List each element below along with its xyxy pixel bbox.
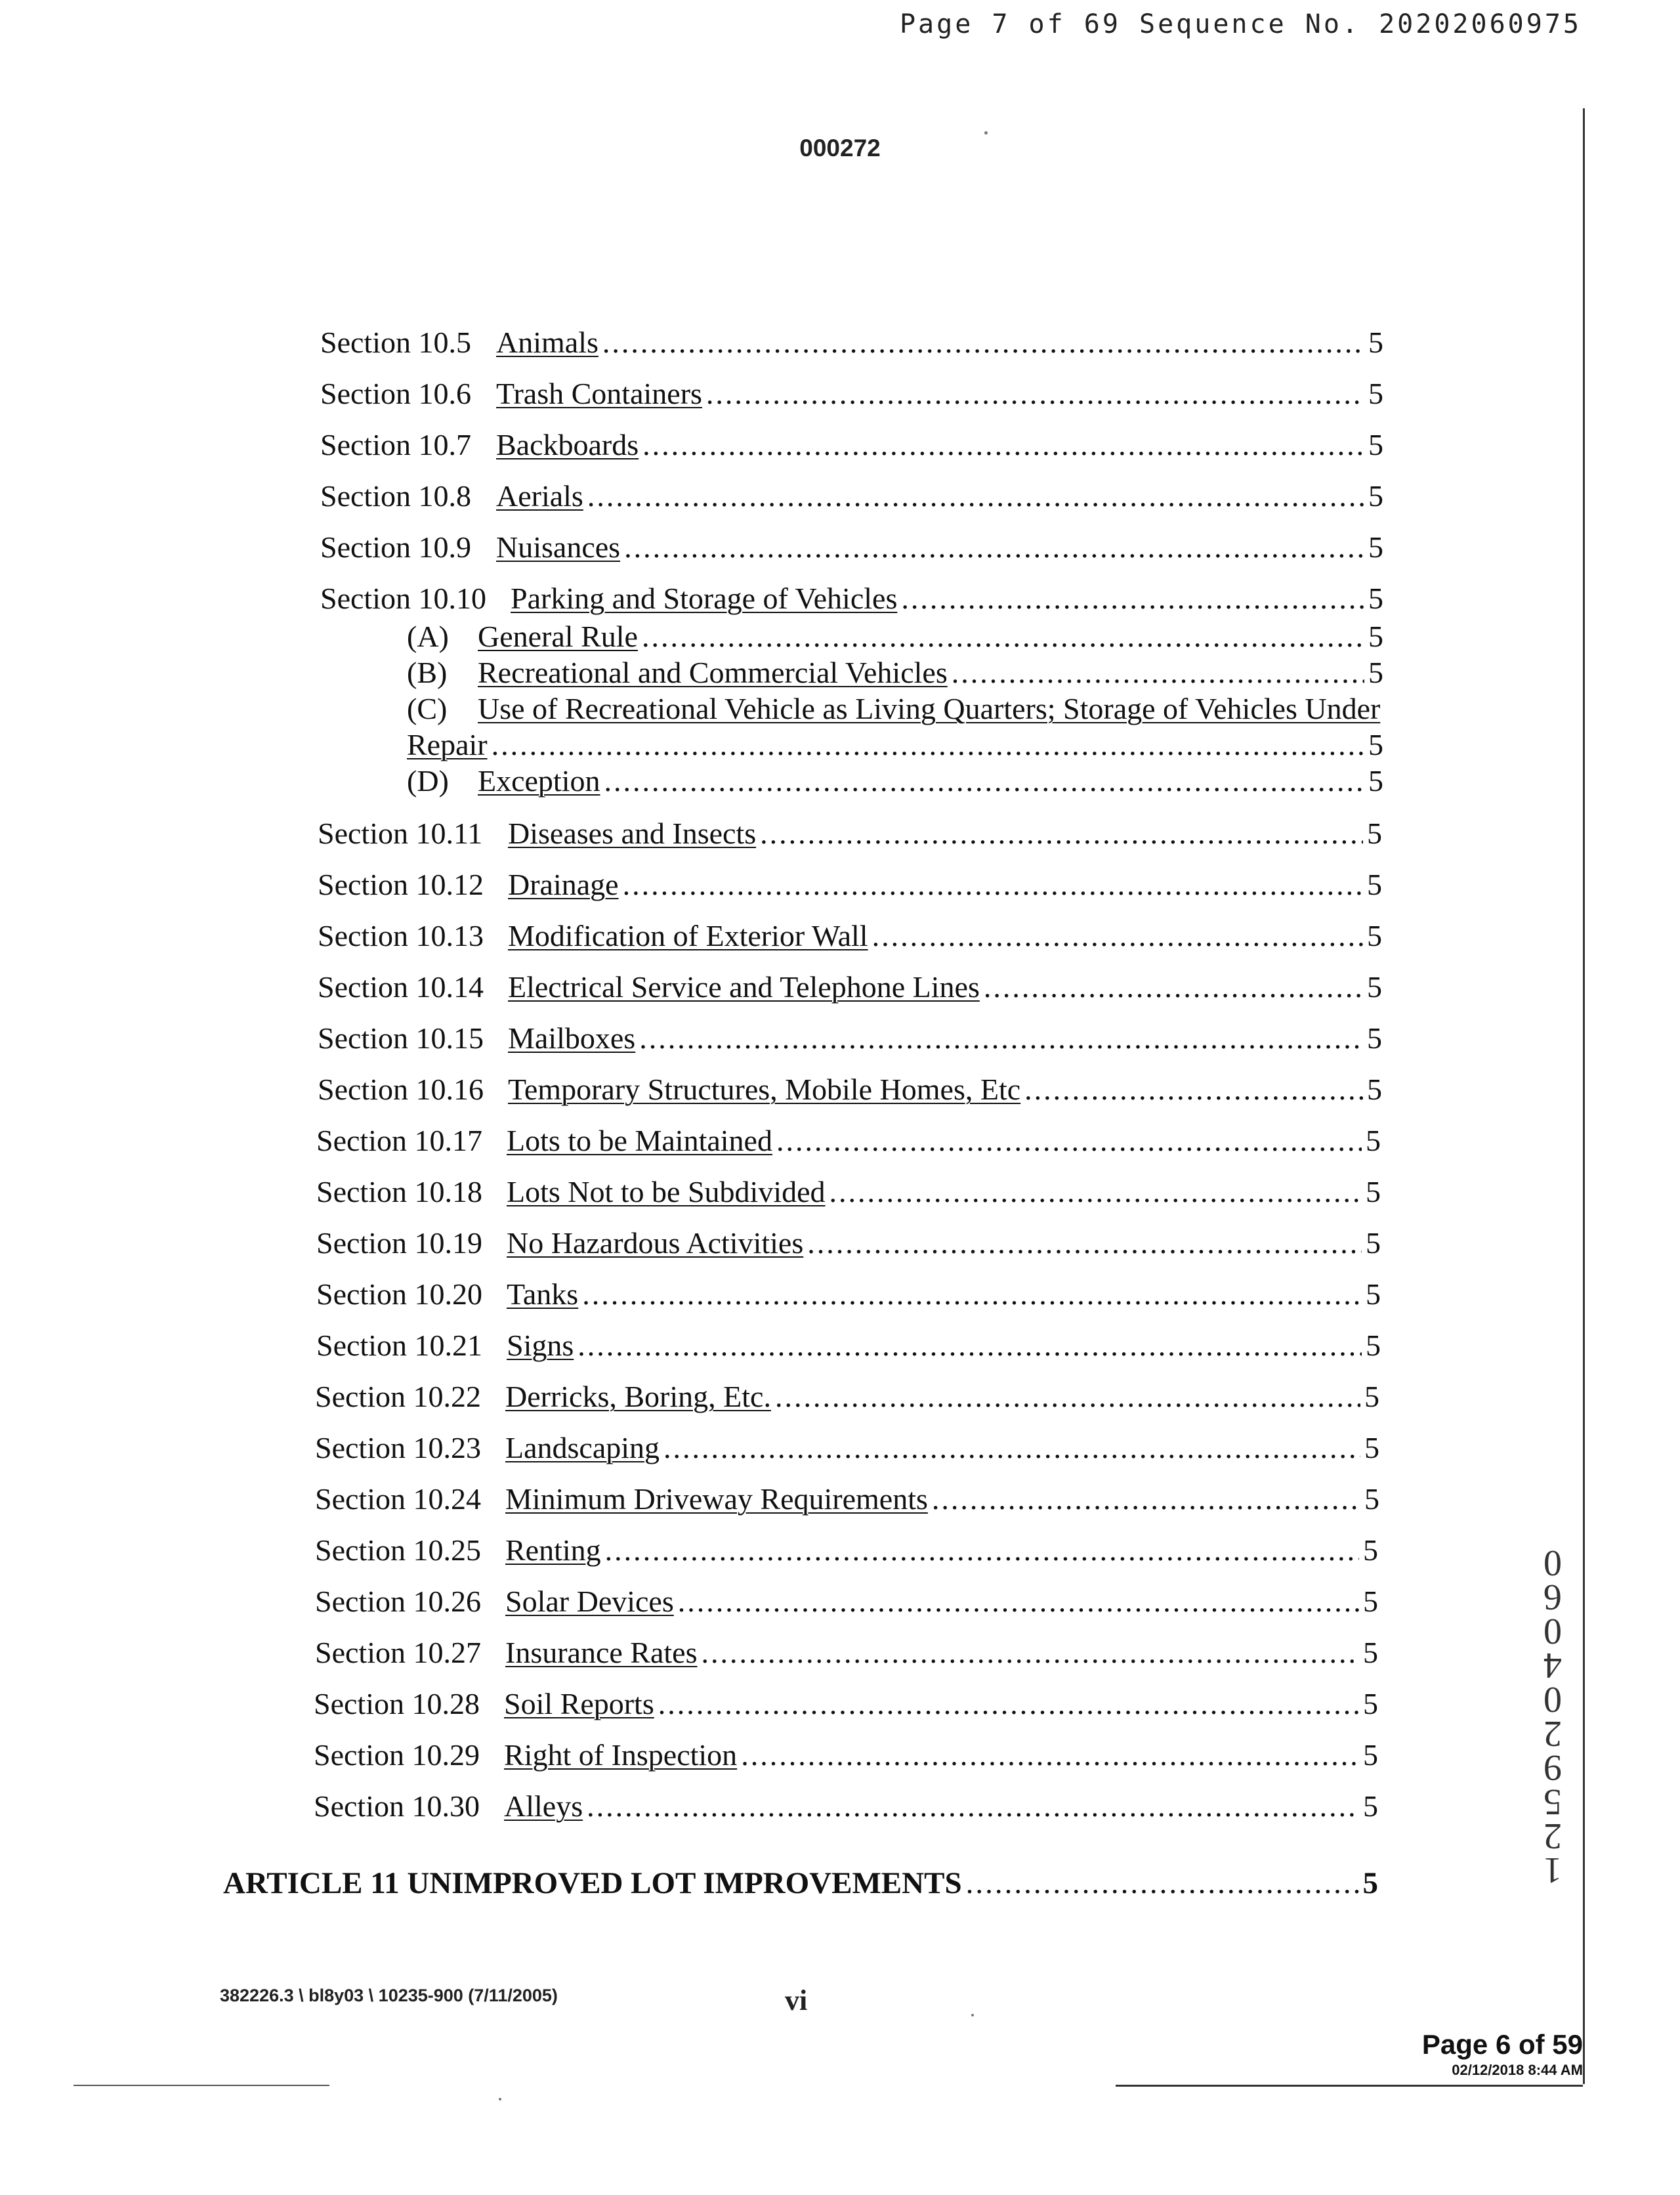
leader-dots: [587, 1789, 1359, 1823]
toc-entry-title: Temporary Structures, Mobile Homes, Etc: [508, 1073, 1021, 1106]
toc-entry-page: 5: [1366, 1329, 1381, 1362]
toc-entry-title: General Rule: [478, 620, 638, 653]
toc-entry-number: Section 10.29: [314, 1738, 480, 1772]
leader-dots: [602, 325, 1364, 360]
toc-entry[interactable]: [318, 1072, 1382, 1107]
leader-dots: [966, 1865, 1359, 1901]
toc-entry[interactable]: [316, 1174, 1381, 1209]
toc-entry-page: 5: [1363, 1533, 1378, 1567]
toc-entry-title: Lots to be Maintained: [507, 1124, 772, 1157]
article-page: 5: [1362, 1866, 1378, 1900]
toc-entry-number: (B): [407, 656, 448, 689]
toc-entry-number: Section 10.15: [318, 1021, 484, 1055]
toc-entry-number: Section 10.22: [315, 1380, 481, 1413]
toc-entry[interactable]: [315, 1584, 1378, 1619]
toc-entry-page: 5: [1363, 1585, 1378, 1618]
toc-entry-page: 5: [1368, 656, 1383, 689]
bates-number: 000272: [799, 135, 881, 161]
footer-rule-left: [74, 2085, 329, 2086]
toc-entry-page: 5: [1367, 1073, 1382, 1106]
leader-dots: [706, 376, 1364, 411]
toc-entry-title: Renting: [505, 1533, 601, 1567]
leader-dots: [872, 918, 1363, 953]
toc-subentry-continuation[interactable]: [407, 727, 1383, 762]
toc-entry-title: Nuisances: [496, 530, 621, 564]
toc-entry-page: 5: [1367, 970, 1382, 1004]
leader-dots: [702, 1635, 1360, 1670]
toc-entry-number: Section 10.21: [316, 1329, 482, 1362]
toc-entry-number: Section 10.28: [314, 1687, 480, 1720]
leader-dots: [639, 1021, 1363, 1055]
leader-dots: [807, 1225, 1362, 1260]
toc-entry[interactable]: [316, 1277, 1381, 1311]
toc-entry-title: Backboards: [496, 428, 639, 461]
leader-dots: [663, 1430, 1360, 1465]
toc-entry[interactable]: [318, 867, 1382, 902]
toc-entry-page: 5: [1368, 428, 1383, 461]
document-id: 382226.3 \ bl8y03 \ 10235-900 (7/11/2005): [220, 1986, 558, 2005]
toc-entry[interactable]: [316, 1123, 1381, 1158]
toc-entry-number: Section 10.20: [316, 1277, 482, 1311]
toc-entry-title: Tanks: [507, 1277, 579, 1311]
toc-entry-page: 5: [1363, 1789, 1378, 1823]
toc-entry[interactable]: [316, 1328, 1381, 1363]
toc-entry[interactable]: [318, 816, 1382, 851]
toc-entry-page: 5: [1367, 919, 1382, 952]
date-stamp: 02/12/2018 8:44 AM: [1452, 2062, 1583, 2078]
leader-dots: [623, 867, 1363, 902]
toc-entry-number: Section 10.23: [315, 1431, 481, 1464]
toc-entry-number: Section 10.17: [316, 1124, 482, 1157]
leader-dots: [587, 479, 1364, 513]
toc-entry-title: Derricks, Boring, Etc.: [505, 1380, 771, 1413]
sequence-stamp: Page 7 of 69 Sequence No. 20202060975: [899, 9, 1582, 39]
toc-entry-title: Landscaping: [505, 1431, 660, 1464]
toc-entry[interactable]: [318, 1021, 1382, 1055]
leader-dots: [741, 1737, 1359, 1772]
toc-entry[interactable]: [315, 1379, 1379, 1414]
toc-entry-title: Alleys: [504, 1789, 583, 1823]
toc-entry-page: 5: [1363, 1738, 1378, 1772]
leader-dots: [582, 1277, 1362, 1311]
toc-entry[interactable]: [318, 970, 1382, 1004]
toc-entry-page: 5: [1368, 326, 1383, 359]
toc-entry-page: 5: [1368, 764, 1383, 798]
leader-dots: [642, 619, 1364, 654]
toc-entry-title: Exception: [478, 764, 600, 798]
toc-entry-page: 5: [1366, 1175, 1381, 1208]
toc-entry-number: Section 10.24: [315, 1482, 481, 1516]
toc-entry[interactable]: [315, 1481, 1379, 1516]
toc-entry-title: Soil Reports: [504, 1687, 654, 1720]
leader-dots: [830, 1174, 1362, 1209]
toc-entry-page: 5: [1367, 1021, 1382, 1055]
leader-dots: [604, 763, 1365, 798]
leader-dots: [776, 1123, 1362, 1158]
scan-speck: [499, 2098, 501, 2100]
toc-entry-number: Section 10.8: [320, 479, 471, 513]
toc-entry[interactable]: [314, 1789, 1378, 1823]
toc-entry-number: Section 10.5: [320, 326, 471, 359]
toc-entry[interactable]: [315, 1430, 1379, 1465]
toc-entry-number: Section 10.9: [320, 530, 471, 564]
toc-entry-title: Drainage: [508, 868, 619, 901]
toc-entry-title: Parking and Storage of Vehicles: [511, 582, 898, 615]
leader-dots: [1024, 1072, 1363, 1107]
toc-entry-number: Section 10.10: [320, 582, 486, 615]
toc-entry-page: 5: [1366, 1277, 1381, 1311]
toc-entry-page: 5: [1367, 817, 1382, 850]
toc-entry-title: Electrical Service and Telephone Lines: [508, 970, 980, 1004]
toc-subentry[interactable]: [407, 655, 1383, 690]
toc-entry-title: Diseases and Insects: [508, 817, 757, 850]
toc-entry-page: 5: [1368, 620, 1383, 653]
toc-entry-title: No Hazardous Activities: [507, 1226, 804, 1260]
scan-speck: [971, 2014, 974, 2016]
leader-dots: [984, 970, 1363, 1004]
toc-entry[interactable]: [314, 1686, 1378, 1721]
leader-dots: [642, 427, 1364, 462]
toc-entry[interactable]: [320, 581, 1383, 616]
toc-entry-number: Section 10.13: [318, 919, 484, 952]
article-title: ARTICLE 11 UNIMPROVED LOT IMPROVEMENTS: [223, 1866, 962, 1900]
toc-subentry[interactable]: [407, 619, 1383, 654]
toc-entry-title: Solar Devices: [505, 1585, 674, 1618]
toc-entry-number: Section 10.19: [316, 1226, 482, 1260]
toc-entry[interactable]: [320, 479, 1383, 513]
toc-entry-number: (C): [407, 692, 448, 725]
page-count-stamp: Page 6 of 59: [1421, 2029, 1583, 2060]
toc-entry-title: Recreational and Commercial Vehicles: [478, 656, 948, 689]
toc-entry[interactable]: [320, 325, 1383, 360]
leader-dots: [932, 1481, 1360, 1516]
toc-entry-page: 5: [1364, 1482, 1379, 1516]
toc-subentry[interactable]: [407, 691, 1383, 726]
toc-entry-page: 5: [1363, 1687, 1378, 1720]
leader-dots: [678, 1584, 1359, 1619]
toc-entry-title: Aerials: [496, 479, 583, 513]
toc-entry-number: Section 10.18: [316, 1175, 482, 1208]
toc-entry-number: Section 10.6: [320, 377, 471, 410]
toc-entry-page: 5: [1366, 1226, 1381, 1260]
toc-entry[interactable]: [314, 1737, 1378, 1772]
toc-entry-page: 5: [1368, 377, 1383, 410]
leader-dots: [760, 816, 1363, 851]
leader-dots: [775, 1379, 1360, 1414]
side-recording-number: 12592 04060: [1544, 1543, 1562, 1890]
toc-entry-page: 5: [1368, 530, 1383, 564]
toc-entry-page: 5: [1363, 1636, 1378, 1669]
toc-entry[interactable]: [316, 1225, 1381, 1260]
toc-entry-number: Section 10.14: [318, 970, 484, 1004]
toc-entry-title: Animals: [496, 326, 598, 359]
leader-dots: [658, 1686, 1359, 1721]
toc-entry-page: 5: [1364, 1380, 1379, 1413]
scan-speck: [984, 131, 988, 135]
toc-entry-title: Use of Recreational Vehicle as Living Quarters; Storage of Vehicles Under: [478, 692, 1381, 725]
leader-dots: [578, 1328, 1362, 1363]
toc-entry[interactable]: [320, 530, 1383, 565]
toc-entry-number: Section 10.26: [315, 1585, 481, 1618]
footer-rule-right: [1116, 2085, 1583, 2087]
leader-dots: [605, 1533, 1359, 1567]
toc-entry-title-continued: Repair: [407, 728, 488, 761]
toc-entry-title: Modification of Exterior Wall: [508, 919, 868, 952]
toc-subentry[interactable]: [407, 763, 1383, 798]
toc-entry-number: Section 10.25: [315, 1533, 481, 1567]
toc-entry[interactable]: [318, 918, 1382, 953]
toc-entry-page: 5: [1367, 868, 1382, 901]
toc-entry-number: Section 10.11: [318, 817, 483, 850]
toc-entry-page: 5: [1368, 728, 1383, 761]
leader-dots: [952, 655, 1364, 690]
toc-entry-title: Minimum Driveway Requirements: [505, 1482, 928, 1516]
toc-entry-number: Section 10.16: [318, 1073, 484, 1106]
toc-entry-title: Mailboxes: [508, 1021, 636, 1055]
toc-entry-number: Section 10.12: [318, 868, 484, 901]
toc-entry[interactable]: [320, 427, 1383, 462]
toc-entry[interactable]: [315, 1533, 1378, 1567]
toc-entry-page: 5: [1368, 479, 1383, 513]
toc-entry-number: Section 10.30: [314, 1789, 480, 1823]
toc-entry-page: 5: [1364, 1431, 1379, 1464]
toc-entry-title: Signs: [507, 1329, 574, 1362]
toc-entry-number: (A): [407, 620, 449, 653]
toc-entry[interactable]: [315, 1635, 1378, 1670]
leader-dots: [492, 727, 1364, 762]
toc-article-heading[interactable]: [223, 1865, 1378, 1901]
toc-entry-number: Section 10.7: [320, 428, 471, 461]
roman-page-number: vi: [785, 1984, 808, 2016]
toc-entry-title: Right of Inspection: [504, 1738, 738, 1772]
toc-entry-page: 5: [1366, 1124, 1381, 1157]
toc-entry-title: Trash Containers: [496, 377, 702, 410]
toc-entry[interactable]: [320, 376, 1383, 411]
toc-entry-title: Insurance Rates: [505, 1636, 698, 1669]
leader-dots: [624, 530, 1364, 565]
leader-dots: [901, 581, 1364, 616]
toc-entry-page: 5: [1368, 582, 1383, 615]
toc-entry-title: Lots Not to be Subdivided: [507, 1175, 826, 1208]
toc-entry-number: (D): [407, 764, 449, 798]
toc-entry-number: Section 10.27: [315, 1636, 481, 1669]
